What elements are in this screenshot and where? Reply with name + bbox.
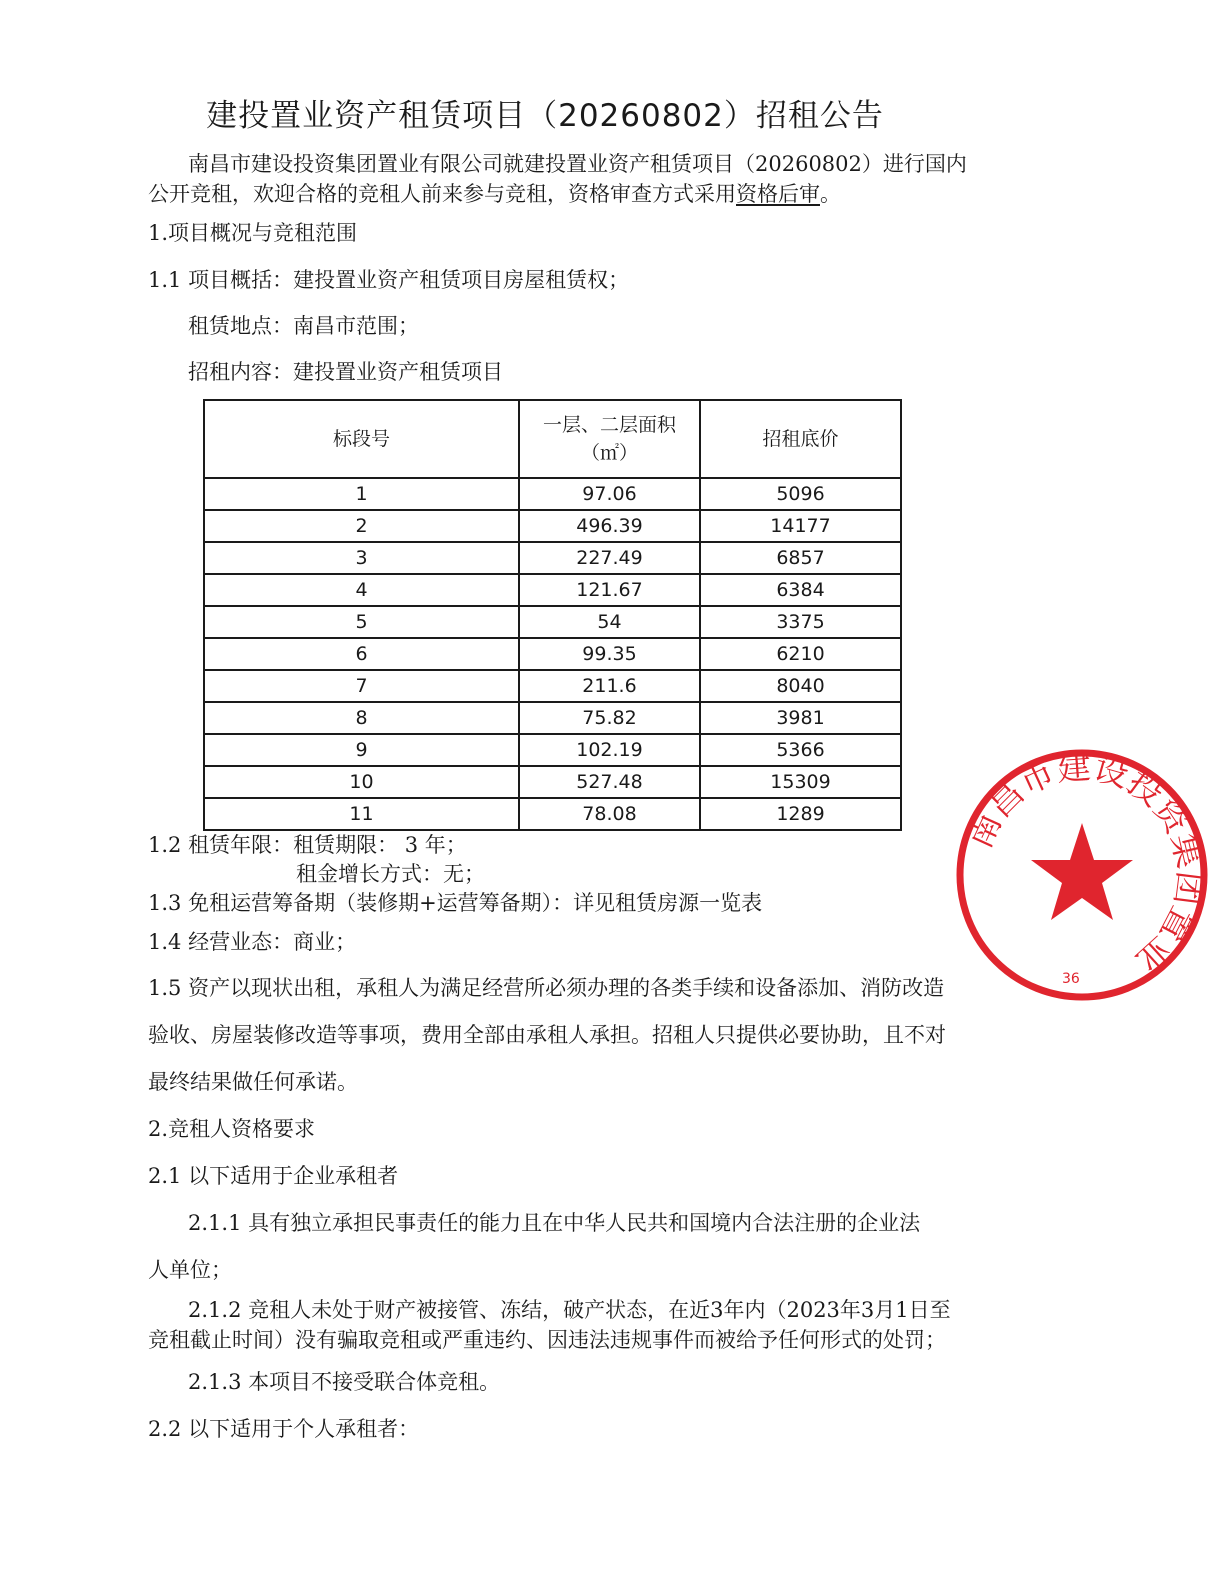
star-icon <box>1031 823 1133 920</box>
intro-line-2-text: 公开竞租，欢迎合格的竞租人前来参与竞租，资格审查方式采用 <box>148 182 736 206</box>
table-row <box>204 670 901 702</box>
cell-area: 211.6 <box>519 670 700 702</box>
table-row <box>204 798 901 830</box>
table-row <box>204 734 901 766</box>
table-row <box>204 574 901 606</box>
cell-lot-no: 2 <box>204 510 519 542</box>
cell-area: 102.19 <box>519 734 700 766</box>
cell-lot-no: 11 <box>204 798 519 830</box>
section-2-1-1-line-1: 2.1.1 具有独立承担民事责任的能力且在中华人民共和国境内合法注册的企业法 <box>188 1211 921 1235</box>
cell-area: 496.39 <box>519 510 700 542</box>
header-lot-no: 标段号 <box>204 400 519 478</box>
section-2-1-2-line-2: 竞租截止时间）没有骗取竞租或严重违约、因违法违规事件而被给予任何形式的处罚； <box>148 1328 946 1352</box>
cell-area: 75.82 <box>519 702 700 734</box>
cell-lot-no: 7 <box>204 670 519 702</box>
table-row <box>204 606 901 638</box>
section-1-5-line-3: 最终结果做任何承诺。 <box>148 1070 358 1094</box>
cell-base-price: 3375 <box>700 606 901 638</box>
intro-line-1: 南昌市建设投资集团置业有限公司就建投置业资产租赁项目（20260802）进行国内 <box>188 152 967 176</box>
cell-lot-no: 8 <box>204 702 519 734</box>
table-row <box>204 702 901 734</box>
section-2-1-1-line-2: 人单位； <box>148 1258 232 1282</box>
section-1-1: 1.1 项目概括：建投置业资产租赁项目房屋租赁权； <box>148 268 630 292</box>
cell-base-price: 8040 <box>700 670 901 702</box>
table-row <box>204 542 901 574</box>
cell-area: 527.48 <box>519 766 700 798</box>
rental-table <box>203 399 902 831</box>
cell-lot-no: 9 <box>204 734 519 766</box>
header-area <box>519 400 700 478</box>
intro-line-2 <box>148 180 841 208</box>
rental-location: 租赁地点：南昌市范围； <box>188 314 419 338</box>
section-2-1: 2.1 以下适用于企业承租者 <box>148 1164 399 1188</box>
header-area-label: 一层、二层面积 <box>542 414 676 436</box>
table-row <box>204 638 901 670</box>
cell-lot-no: 6 <box>204 638 519 670</box>
cell-area: 99.35 <box>519 638 700 670</box>
section-1-5-line-2: 验收、房屋装修改造等事项，费用全部由承租人承担。招租人只提供必要协助，且不对 <box>148 1023 946 1047</box>
section-1-heading: 1.项目概况与竞租范围 <box>148 221 358 245</box>
cell-area: 78.08 <box>519 798 700 830</box>
table-row <box>204 478 901 510</box>
section-2-2: 2.2 以下适用于个人承租者： <box>148 1417 420 1441</box>
cell-area: 227.49 <box>519 542 700 574</box>
rent-growth: 租金增长方式：无； <box>296 862 485 886</box>
cell-base-price: 1289 <box>700 798 901 830</box>
intro-line-2-end: 。 <box>820 182 841 206</box>
cell-base-price: 6857 <box>700 542 901 574</box>
cell-area: 121.67 <box>519 574 700 606</box>
cell-lot-no: 3 <box>204 542 519 574</box>
cell-lot-no: 1 <box>204 478 519 510</box>
cell-base-price: 5096 <box>700 478 901 510</box>
cell-base-price: 14177 <box>700 510 901 542</box>
section-1-5-line-1: 1.5 资产以现状出租，承租人为满足经营所必须办理的各类手续和设备添加、消防改造 <box>148 976 945 1000</box>
cell-area: 54 <box>519 606 700 638</box>
table-header-row <box>204 400 901 478</box>
section-2-1-2-line-1: 2.1.2 竞租人未处于财产被接管、冻结，破产状态，在近3年内（2023年3月1日至 <box>188 1298 951 1322</box>
section-1-4: 1.4 经营业态：商业； <box>148 930 357 954</box>
cell-base-price: 6210 <box>700 638 901 670</box>
section-2-1-3: 2.1.3 本项目不接受联合体竞租。 <box>188 1370 501 1394</box>
section-2-heading: 2.竞租人资格要求 <box>148 1117 316 1141</box>
cell-lot-no: 10 <box>204 766 519 798</box>
cell-area: 97.06 <box>519 478 700 510</box>
cell-base-price: 3981 <box>700 702 901 734</box>
table-row <box>204 766 901 798</box>
seal-text: 南昌市建设投资集团置业 <box>959 747 1211 981</box>
page-title: 建投置业资产租赁项目（20260802）招租公告 <box>206 98 884 134</box>
company-seal <box>952 745 1212 1005</box>
section-1-2: 1.2 租赁年限：租赁期限： 3 年； <box>148 833 467 857</box>
seal-code: 36 <box>1062 971 1080 987</box>
table-row <box>204 510 901 542</box>
cell-base-price: 6384 <box>700 574 901 606</box>
header-area-unit: （㎡） <box>580 442 638 464</box>
cell-base-price: 15309 <box>700 766 901 798</box>
cell-lot-no: 5 <box>204 606 519 638</box>
header-base-price: 招租底价 <box>700 400 901 478</box>
review-method: 资格后审 <box>736 182 820 206</box>
cell-base-price: 5366 <box>700 734 901 766</box>
section-1-3: 1.3 免租运营筹备期（装修期+运营筹备期）：详见租赁房源一览表 <box>148 891 763 915</box>
cell-lot-no: 4 <box>204 574 519 606</box>
rental-content: 招租内容：建投置业资产租赁项目 <box>188 360 503 384</box>
